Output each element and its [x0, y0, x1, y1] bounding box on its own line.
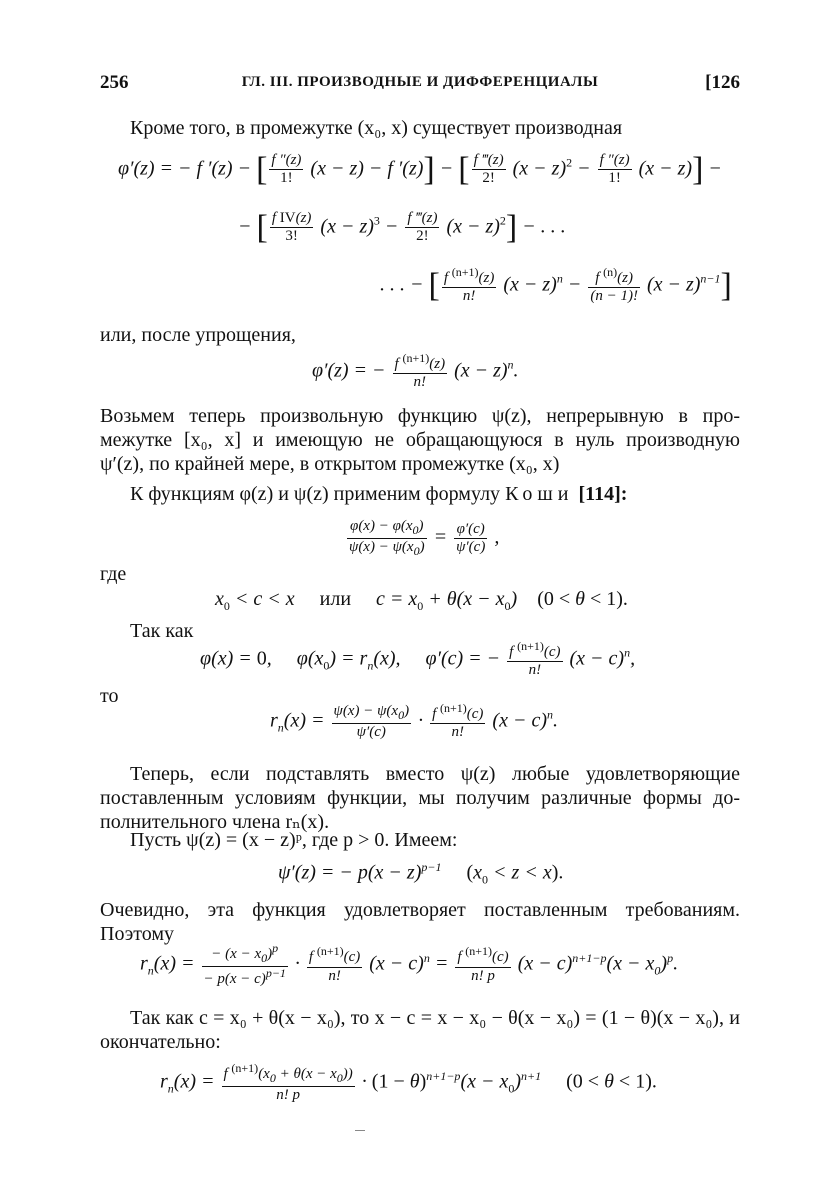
para-since-c-l2: окончательно: — [100, 1031, 221, 1053]
formula-phi-derivative-simplified: φ′(z) = − $\frac{f ^{(n+1)}(z)}{n!}$ $(x - z)^n$. — [312, 351, 519, 391]
formula-since-values: φ(x) = 0, $\varphi(x_0) = r_n(x)$, φ′(c) = − $\frac{f ^{(n+1)}(c)}{n!}$ $(x - c)^n$, — [200, 639, 636, 679]
para-forms-l1: Теперь, если подставлять вместо ψ(z) любые удовлетворяющие — [130, 763, 740, 785]
para-forms-l3: полнительного члена rₙ(x). — [100, 811, 330, 833]
intro-text: Кроме того, в промежутке (x₀, x) существует производная — [130, 117, 623, 139]
formula-cauchy: $\frac{\varphi(x) - \varphi(x_0)}{\psi(x) - \psi(x_0)}$ = $\frac{\varphi'(c)}{\psi'(c)}$ , — [349, 518, 500, 558]
section-number: [126 — [705, 72, 740, 93]
where-text: где — [100, 563, 127, 585]
since-text: Так как — [130, 620, 194, 642]
formula-phi-derivative-line1: φ′(z) = − f ′(z) − [ $\frac{f ''(z)}{1!}$ (x − z) − f ′(z)] − [ $\frac{f ‴(z)}{2!}$ $(x - z)^2$ − $\frac{f ''(z)}{1!}$ (x − z)] − — [118, 150, 722, 188]
cauchy-name: Коши — [505, 483, 574, 505]
formula-remainder-general: $r_n(x)$ = $\frac{\psi(x) - \psi(x_0)}{\psi'(c)}$ · $\frac{f ^{(n+1)}(c)}{n!}$ $(x - c)^n$. — [270, 701, 558, 741]
running-header — [100, 72, 740, 98]
para-cauchy-text: К функциям φ(z) и ψ(z) применим формулу — [130, 483, 501, 505]
after-simplify-text: или, после упрощения, — [100, 324, 296, 346]
para-since-c-l1: Так как c = x₀ + θ(x − x₀), то x − c = x − x₀ − θ(x − x₀) = (1 − θ)(x − x₀), и — [130, 1007, 740, 1029]
para-arbitrary-function-l3: ψ′(z), по крайней мере, в открытом промежутке (x₀, x) — [100, 453, 560, 475]
formula-c-interval: $x_0 < c < x$ или $c = x_0 + \theta(x - x_0)$ (0 < θ < 1). — [215, 588, 628, 613]
cauchy-reference: [114]: — [578, 483, 628, 505]
formula-phi-derivative-line3: . . . − [ $\frac{f ^{(n+1)}(z)}{n!}$ $(x - z)^n$ − $\frac{f ^{(n)}(z)}{(n - 1)!}$ $(x - z)^{n-1}$] — [380, 265, 732, 305]
para-psi-choice: Пусть ψ(z) = (x − z)ᵖ, где p > 0. Имеем: — [130, 829, 458, 851]
para-arbitrary-function-l1: Возьмем теперь произвольную функцию ψ(z), непрерывную в про- — [100, 405, 740, 427]
print-mark — [355, 1130, 365, 1131]
para-forms-l2: поставленным условиям функции, мы получим различные формы до- — [100, 787, 740, 809]
formula-remainder-final: $r_n(x)$ = $\frac{f ^{(n+1)}(x_0 + \theta(x - x_0))}{n! p}$ · $(1 - \theta)^{n+1-p}(x - x_0)^{n+1}$ (0 < θ < 1). — [160, 1061, 657, 1103]
para-obviously-l1: Очевидно, эта функция удовлетворяет поставленным требованиям. — [100, 899, 740, 921]
para-arbitrary-function-l2: межутке [x₀, x] и имеющую не обращающуюся в нуль производную — [100, 429, 740, 451]
formula-remainder-p: $r_n(x)$ = $\frac{- (x - x_0)^p}{- p(x - c)^{p-1}}$ · $\frac{f ^{(n+1)}(c)}{n!}$ $(x - c)^n$ = $\frac{f ^{(n+1)}(c)}{n! p}$ $(x - c)^{n+1-p}(x - x_0)^p$. — [140, 941, 679, 987]
then-text: то — [100, 685, 119, 707]
para-cauchy — [130, 482, 627, 506]
para-obviously-l2: Поэтому — [100, 923, 175, 945]
formula-psi-derivative: ψ′(z) = − $p(x - z)^{p-1}$ $(x_0 < z < x)$. — [278, 860, 564, 887]
formula-phi-derivative-line2: − [ $\frac{\text{f IV(z)}}{3!}$ $(x - z)^3$ − $\frac{f ‴(z)}{2!}$ $(x - z)^2$] − . . . — [238, 208, 566, 246]
running-title: ГЛ. III. ПРОИЗВОДНЫЕ И ДИФФЕРЕНЦИАЛЫ — [241, 74, 599, 90]
page-number: 256 — [100, 72, 129, 93]
